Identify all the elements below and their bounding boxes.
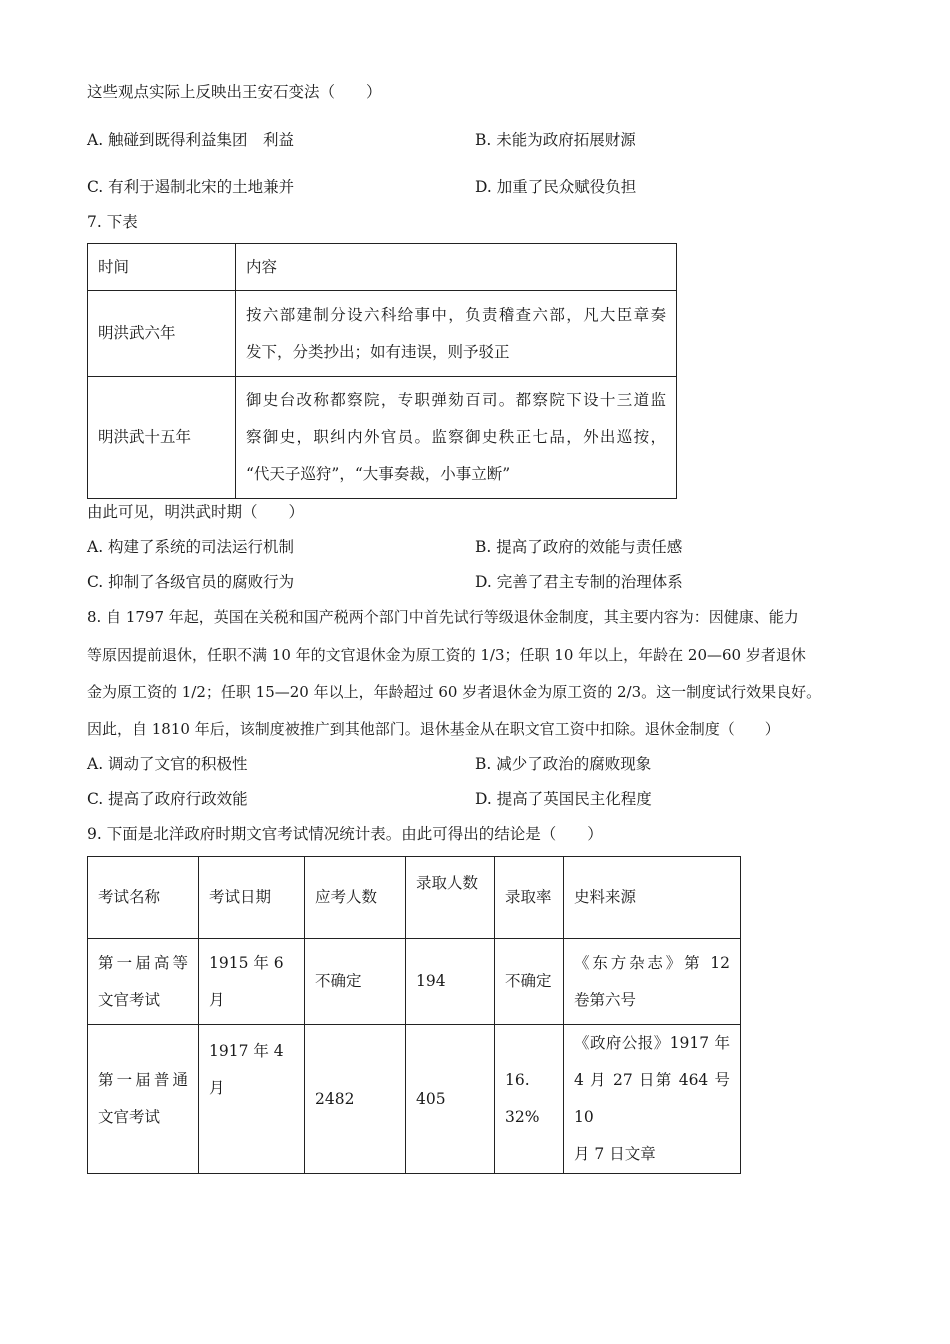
q9-row1-source xyxy=(564,939,741,1025)
q8-stem-line-4: 因此，自 1810 年后，该制度被推广到其他部门。退休基金从在职文官工资中扣除。退休金制度（ ） xyxy=(87,720,780,738)
q9-row1-rate: 不确定 xyxy=(495,939,564,1025)
q7-option-a[interactable]: A. 构建了系统的司法运行机制 xyxy=(87,538,295,556)
table-row xyxy=(88,939,741,1025)
q9-row2-name xyxy=(88,1025,199,1174)
cell-line: 《政府公报》1917 年 xyxy=(574,1034,730,1052)
q9-row2-source xyxy=(564,1025,741,1174)
q7-header-time: 时间 xyxy=(88,244,236,291)
table-header-row xyxy=(88,857,741,939)
q7-table xyxy=(87,243,677,499)
q7-option-b[interactable]: B. 提高了政府的效能与责任感 xyxy=(475,538,683,556)
cell-line: 文官考试 xyxy=(98,990,161,1009)
q7-header-content: 内容 xyxy=(236,244,677,291)
q9-table xyxy=(87,856,741,1174)
q6-stem: 这些观点实际上反映出王安石变法（ ） xyxy=(87,83,382,101)
q9-header-applicants: 应考人数 xyxy=(305,857,406,939)
q8-option-b[interactable]: B. 减少了政治的腐败现象 xyxy=(475,755,652,773)
q9-row2-applicants: 2482 xyxy=(305,1025,406,1174)
q8-stem-line-1: 8. 自 1797 年起，英国在关税和国产税两个部门中首先试行等级退休金制度，其主要内容为：因健康、能力 xyxy=(87,608,799,626)
table-row xyxy=(88,377,677,499)
q8-option-a[interactable]: A. 调动了文官的积极性 xyxy=(87,755,248,773)
content-line: 察御史，职纠内外官员。监察御史秩正七品，外出巡按， xyxy=(246,428,666,446)
q6-option-d[interactable]: D. 加重了民众赋役负担 xyxy=(475,178,637,196)
q9-row1-name xyxy=(88,939,199,1025)
content-line: “代天子巡狩”，“大事奏裁，小事立断” xyxy=(246,465,511,483)
table-row xyxy=(88,291,677,377)
table-row xyxy=(88,1025,741,1174)
q6-option-c[interactable]: C. 有利于遏制北宋的土地兼并 xyxy=(87,178,295,196)
q7-row2-time: 明洪武十五年 xyxy=(88,377,236,499)
q9-header-date: 考试日期 xyxy=(199,857,305,939)
q7-row2-content xyxy=(236,377,677,499)
content-line: 发下，分类抄出；如有违误，则予驳正 xyxy=(246,342,510,361)
q6-option-b[interactable]: B. 未能为政府拓展财源 xyxy=(475,131,636,149)
q9-row1-applicants: 不确定 xyxy=(305,939,406,1025)
q9-header-source: 史料来源 xyxy=(564,857,741,939)
cell-line: 《东方杂志》第 12 xyxy=(574,953,730,972)
q9-row2-rate: 16. 32% xyxy=(495,1025,564,1174)
q7-row1-time: 明洪武六年 xyxy=(88,291,236,377)
q9-header-admitted: 录取人数 xyxy=(406,857,495,939)
cell-line: 文官考试 xyxy=(98,1108,161,1126)
cell-line: 4 月 27 日第 464 号 10 xyxy=(574,1071,730,1126)
q9-row1-admitted: 194 xyxy=(406,939,495,1025)
q6-option-a[interactable]: A. 触碰到既得利益集团 利益 xyxy=(87,131,295,149)
q7-stem: 7. 下表 xyxy=(87,213,138,231)
q8-option-c[interactable]: C. 提高了政府行政效能 xyxy=(87,790,248,808)
q8-option-d[interactable]: D. 提高了英国民主化程度 xyxy=(475,790,652,808)
table-header-row xyxy=(88,244,677,291)
q8-stem-line-2: 等原因提前退休，任职不满 10 年的文官退休金为原工资的 1/3；任职 10 年以上，年龄在 20—60 岁者退休 xyxy=(87,646,806,664)
q7-option-c[interactable]: C. 抑制了各级官员的腐败行为 xyxy=(87,573,295,591)
cell-line: 月 7 日文章 xyxy=(574,1145,656,1163)
content-line: 御史台改称都察院，专职弹劾百司。都察院下设十三道监 xyxy=(246,391,666,409)
q9-header-rate: 录取率 xyxy=(495,857,564,939)
q7-option-d[interactable]: D. 完善了君主专制的治理体系 xyxy=(475,573,683,591)
cell-line: 卷第六号 xyxy=(574,990,637,1009)
q8-stem-line-3: 金为原工资的 1/2；任职 15—20 年以上，年龄超过 60 岁者退休金为原工资的 2/3。这一制度试行效果良好。 xyxy=(87,683,822,701)
cell-line: 第一届高等 xyxy=(98,953,188,972)
q7-question: 由此可见，明洪武时期（ ） xyxy=(87,503,305,521)
q9-stem: 9. 下面是北洋政府时期文官考试情况统计表。由此可得出的结论是（ ） xyxy=(87,825,603,843)
q9-row2-date: 1917 年 4 月 xyxy=(199,1025,305,1174)
q7-row1-content xyxy=(236,291,677,377)
q9-row2-admitted: 405 xyxy=(406,1025,495,1174)
cell-line: 第一届普通 xyxy=(98,1071,188,1089)
q9-row1-date: 1915 年 6 月 xyxy=(199,939,305,1025)
q9-header-name: 考试名称 xyxy=(88,857,199,939)
content-line: 按六部建制分设六科给事中，负责稽查六部，凡大臣章奏 xyxy=(246,305,666,324)
